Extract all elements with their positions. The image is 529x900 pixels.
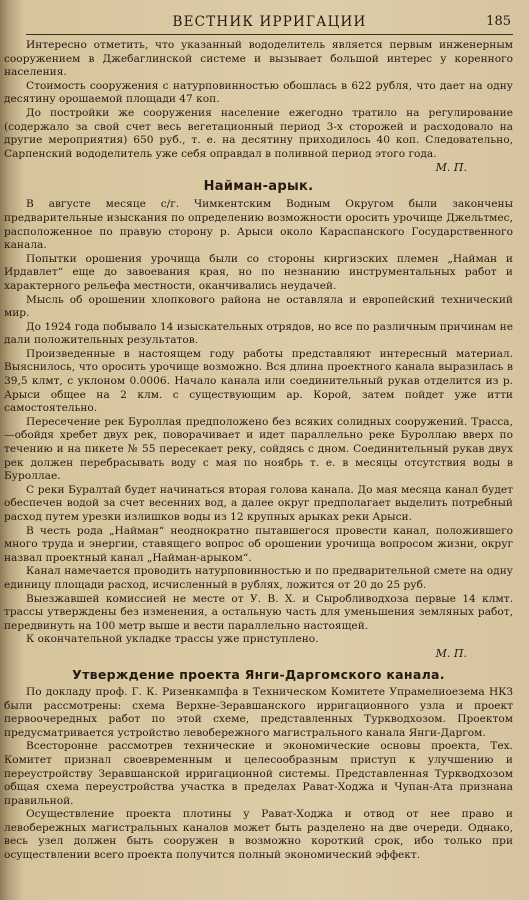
author-signature: М. П.: [435, 161, 467, 175]
page-number: 185: [486, 14, 511, 29]
paragraph: Мысль об орошении хлопкового района не оставляла и европейский технический мир.: [4, 293, 513, 320]
paragraph: Попытки орошения урочища были со стороны киргизских племен „Найман и Ирдавлет“ еще до завоевания края, но по незнанию инструментальных работ и характерного рельефа местности, оканчивались неудачей.: [4, 252, 513, 292]
paragraph: Стоимость сооружения с натурповинностью обошлась в 622 рубля, что дает на одну десятину орошаемой площади 47 коп.: [4, 79, 513, 106]
paragraph: До постройки же сооружения население ежегодно тратило на регулирование (содержало за свой счет весь вегетационный период 3-х сторожей и расходовало на другие мероприятия) 650 руб., т. е. на десятину приходилось 40 коп. Следовательно, Сарпенский вододелитель уже себя оправдал в поливной период этого года.: [4, 106, 513, 160]
paragraph: Всесторонне рассмотрев технические и экономические основы проекта, Тех. Комитет признал своевременным и целесообразным приступ к улучшению и переустройству Зеравшанской ирригационной системы. Представленная Туркводхозом общая схема переустройства участка в пределах Рават-Ходжа и Чупан-Ата признана правильной.: [4, 740, 513, 807]
paragraph: Интересно отметить, что указанный вододелитель является первым инженерным сооружением в Джебаглинской системе и вызывает большой интерес у коренного населения.: [4, 39, 513, 79]
paragraph: Выезжавшей комиссией не месте от У. В. Х. и Сыробливодхоза первые 14 клмт. трассы утверждены без изменения, а остальную часть для уменьшения земляных работ, передвинуть на 100 метр выше и вести параллельно настоящей.: [4, 592, 513, 632]
paragraph: Произведенные в настоящем году работы представляют интересный материал. Выяснилось, что оросить урочище возможно. Вся длина проектного канала выразилась в 39,5 клмт, с уклоном 0.0006. Начало канала или соединительный рукав отделится из р. Арыси общее на 2 клм. с существующим ар. Корой, затем пойдет уже итти самостоятельно.: [4, 347, 513, 415]
section-title: Утверждение проекта Янги-Даргомского канала.: [72, 666, 445, 682]
section-title: Найман-арык.: [203, 179, 314, 195]
article-body: [4, 35, 513, 863]
journal-title: ВЕСТНИК ИРРИГАЦИИ: [172, 14, 367, 30]
paragraph: Пересечение рек Буроллая предположено без всяких солидных сооружений. Трасса,—обойдя хребет двух рек, поворачивает и идет параллельно реке Буроллаю вверх по течению и на пикете № 55 пересекает реку, сойдясь с дном. Соединительный рукав двух рек должен перебрасывать воду с мая по ноябрь т. е. в месяцы отсутствия воды в Буроллае.: [4, 415, 513, 483]
page-header: [26, 12, 513, 35]
paragraph: В честь рода „Найман“ неоднократно пытавшегося провести канал, положившего много труда и энергии, ставящего вопрос об орошении урочища вопросом жизни, округ назвал проектный канал „Найман-арыком“.: [4, 524, 513, 564]
paragraph: С реки Буралтай будет начинаться вторая голова канала. До мая месяца канал будет обеспечен водой за счет весенних вод, а далее округ предполагает выделить потребный расход путем урезки излишков воды из 12 крупных арыках реки Арыси.: [4, 483, 513, 523]
paragraph: До 1924 года побывало 14 изыскательных отрядов, но все по различным причинам не дали положительных результатов.: [4, 320, 513, 347]
paragraph: Осуществление проекта плотины у Рават-Ходжа и отвод от нее право и левобережных магистральных каналов может быть разделено на две очереди. Однако, весь узел должен быть сооружен в возможно короткий срок, ибо только при осуществлении всего проекта получится полный экономический эффект.: [4, 808, 513, 862]
paragraph: В августе месяце с/г. Чимкентским Водным Округом были закончены предварительные изыскания по определению возможности оросить урочище Джельтмес, расположенное по правую сторону р. Арыси около Караспанского Государственного канала.: [4, 198, 513, 252]
paragraph: Канал намечается проводить натурповинностью и по предварительной смете на одну единицу площади расход, исчисленный в рублях, ложится от 20 до 25 руб.: [4, 565, 513, 591]
paragraph: К окончательной укладке трассы уже приступлено.: [26, 633, 319, 646]
author-signature: М. П.: [435, 646, 467, 660]
paragraph: По докладу проф. Г. К. Ризенкампфа в Техническом Комитете Упрамелиоезема НКЗ были рассмотрены: схема Верхне-Зеравшанского ирригационного узла и проект первоочередных работ по этой схеме, представленных Туркводхозом. Проектом предусматривается устройство левобережного магистрального канала Янги-Даргом.: [4, 685, 513, 739]
